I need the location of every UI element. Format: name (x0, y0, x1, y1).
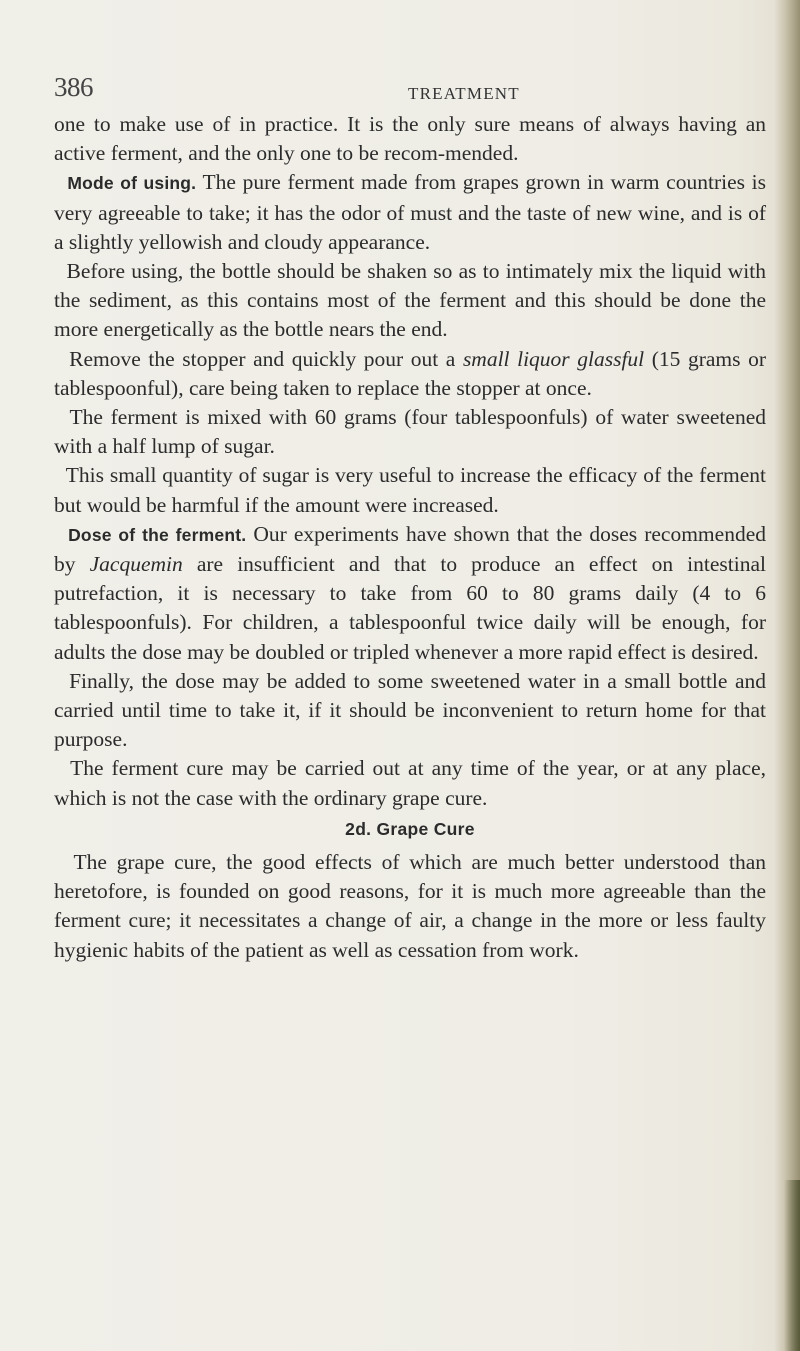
paragraph-small-quantity (54, 461, 766, 519)
paragraph-text: The grape cure, the good effects of which are much better understood than heretofore, is founded on good reasons, for it is much more agreeable than the ferment cure; it necessitates a change of air, a change in the more or less faulty hygienic habits of the patient as well as cessation from work. (54, 850, 767, 962)
paragraph-mode-of-using (54, 168, 766, 257)
italic-phrase: small liquor glassful (462, 346, 645, 371)
paragraph-text: Finally, the dose may be added to some sweetened water in a small bottle and carried until time to take it, if it should be inconvenient to return home for that purpose. (54, 668, 767, 752)
paragraph-text: Our experiments have shown that the doses recommended by (54, 521, 766, 577)
section-title: 2d. Grape Cure (345, 818, 475, 839)
paragraph-text: are insufficient and that to produce an effect on intestinal putrefaction, it is necessary to take from 60 to 80 grams daily (4 to 6 tablespoonfuls). For children, a tablespoonful twice daily will be enough, for adults the dose may be doubled or tripled whenever a more rapid effect is desired. (54, 552, 766, 664)
italic-name: Jacquemin (89, 552, 183, 577)
body-text (54, 110, 766, 965)
page-edge-shadow (774, 0, 800, 1351)
paragraph-ferment-cure (54, 754, 766, 812)
paragraph-ferment-mixed (54, 403, 766, 461)
paragraph-text: The pure ferment made from grapes grown in warm countries is very agreeable to take; it has the odor of must and the taste of new wine, and is of a slightly yellowish and cloudy appearance. (54, 170, 766, 254)
paragraph-text: The ferment cure may be carried out at any time of the year, or at any place, which is not the case with the ordinary grape cure. (54, 756, 766, 810)
page-edge-stain (784, 1180, 800, 1351)
paragraph-dose (54, 520, 766, 667)
page-number: 386 (54, 72, 93, 102)
paragraph-text: one to make use of in practice. It is the only sure means of always having an active ferment, and the only one to be recom-mended. (54, 112, 766, 166)
running-head: TREATMENT (408, 84, 520, 103)
paragraph-text: This small quantity of sugar is very useful to increase the efficacy of the ferment but would be harmful if the amount were increased. (54, 463, 767, 517)
paragraph-finally (54, 667, 766, 755)
paragraph-continuation (54, 110, 766, 168)
paragraph-remove-stopper (54, 345, 766, 403)
paragraph-text: (15 grams or tablespoonful), care being taken to replace the stopper at once. (54, 346, 766, 400)
paragraph-before-using (54, 257, 766, 345)
sidehead-mode-of-using: Mode of using. (67, 173, 197, 194)
paragraph-text: The ferment is mixed with 60 grams (four tablespoonfuls) of water sweetened with a half lump of sugar. (54, 405, 766, 459)
page-header (0, 72, 800, 112)
sidehead-dose: Dose of the ferment. (68, 524, 247, 545)
paragraph-text: Remove the stopper and quickly pour out a (69, 346, 463, 371)
paragraph-text: Before using, the bottle should be shaken so as to intimately mix the liquid with the sediment, as this contains most of the ferment and this should be done the more energetically as the bottle nears the end. (54, 259, 767, 342)
paragraph-grape-cure (54, 848, 766, 965)
